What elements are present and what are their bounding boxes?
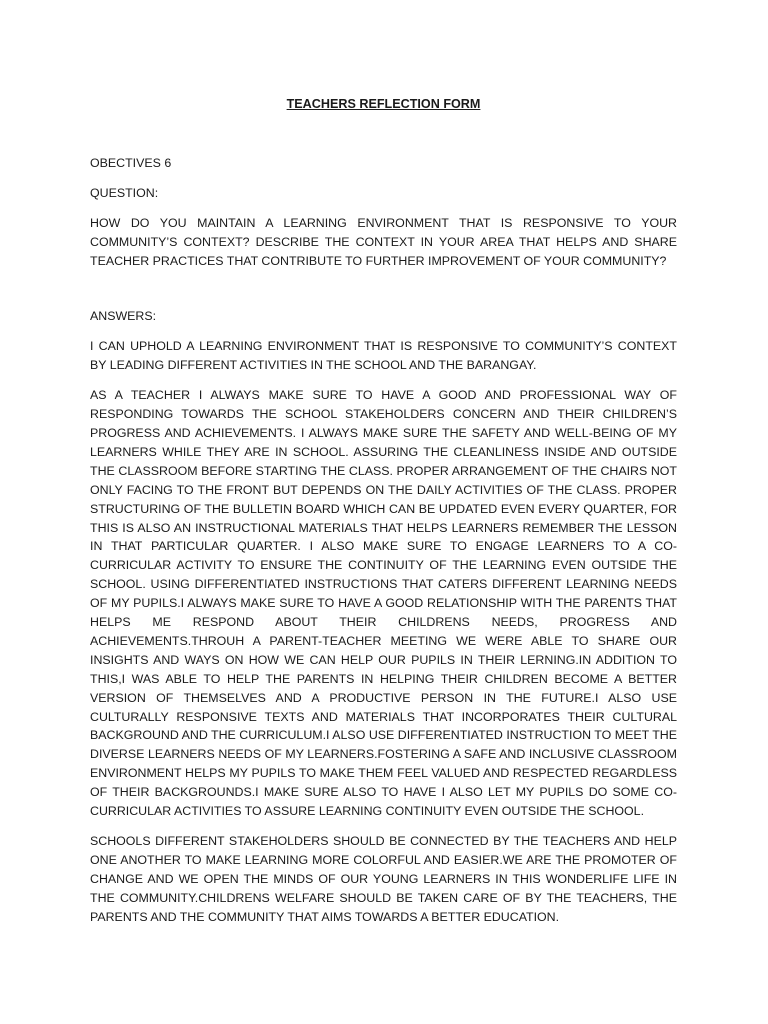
document-page (90, 95, 677, 938)
answer-paragraph: AS A TEACHER I ALWAYS MAKE SURE TO HAVE A GOOD AND PROFESSIONAL WAY OF RESPONDING TOWARDS THE SCHOOL STAKEHOLDERS CONCERN AND THEIR CHILDREN’S PROGRESS AND ACHIEVEMENTS. I ALWAYS MAKE SURE THE SAFETY AND WELL-BEING OF MY LEARNERS WHILE THEY ARE IN SCHOOL. ASSURING THE CLEANLINESS INSIDE AND OUTSIDE THE CLASSROOM BEFORE STARTING THE CLASS. PROPER ARRANGEMENT OF THE CHAIRS NOT ONLY FACING TO THE FRONT BUT DEPENDS ON THE DAILY ACTIVITIES OF THE CLASS. PROPER STRUCTURING OF THE BULLETIN BOARD WHICH CAN BE UPDATED EVEN EVERY QUARTER, FOR THIS IS ALSO AN INSTRUCTIONAL MATERIALS THAT HELPS LEARNERS REMEMBER THE LESSON IN THAT PARTICULAR QUARTER. I ALSO MAKE SURE TO ENGAGE LEARNERS TO A CO-CURRICULAR ACTIVITY TO ENSURE THE CONTINUITY OF THE LEARNING EVEN OUTSIDE THE SCHOOL. USING DIFFERENTIATED INSTRUCTIONS THAT CATERS DIFFERENT LEARNING NEEDS OF MY PUPILS.I ALWAYS MAKE SURE TO HAVE A GOOD RELATIONSHIP WITH THE PARENTS THAT HELPS ME RESPOND ABOUT THEIR CHILDRENS NEEDS, PROGRESS AND ACHIEVEMENTS.THROUH A PARENT-TEACHER MEETING WE WERE ABLE TO SHARE OUR INSIGHTS AND WAYS ON HOW WE CAN HELP OUR PUPILS IN THEIR LERNING.IN ADDITION TO THIS,I WAS ABLE TO HELP THE PARENTS IN HELPING THEIR CHILDREN BECOME A BETTER VERSION OF THEMSELVES AND A PRODUCTIVE PERSON IN THE FUTURE.I ALSO USE CULTURALLY RESPONSIVE TEXTS AND MATERIALS THAT INCORPORATES THEIR CULTURAL BACKGROUND AND THE CURRICULUM.I ALSO USE DIFFERENTIATED INSTRUCTION TO MEET THE DIVERSE LEARNERS NEEDS OF MY LEARNERS.FOSTERING A SAFE AND INCLUSIVE CLASSROOM ENVIRONMENT HELPS MY PUPILS TO MAKE THEM FEEL VALUED AND RESPECTED REGARDLESS OF THEIR BACKGROUNDS.I MAKE SURE ALSO TO HAVE I ALSO LET MY PUPILS DO SOME CO-CURRICULAR ACTIVITIES TO ASSURE LEARNING CONTINUITY EVEN OUTSIDE THE SCHOOL. (90, 388, 677, 819)
question-text: HOW DO YOU MAINTAIN A LEARNING ENVIRONMENT THAT IS RESPONSIVE TO YOUR COMMUNITY’S CONTEXT? DESCRIBE THE CONTEXT IN YOUR AREA THAT HELPS AND SHARE TEACHER PRACTICES THAT CONTRIBUTE TO FURTHER IMPROVEMENT OF YOUR COMMUNITY? (90, 215, 677, 268)
answer-paragraph: SCHOOLS DIFFERENT STAKEHOLDERS SHOULD BE CONNECTED BY THE TEACHERS AND HELP ONE ANOTHER TO MAKE LEARNING MORE COLORFUL AND EASIER.WE ARE THE PROMOTER OF CHANGE AND WE OPEN THE MINDS OF OUR YOUNG LEARNERS IN THIS WONDERLIFE LIFE IN THE COMMUNITY.CHILDRENS WELFARE SHOULD BE TAKEN CARE OF BY THE TEACHERS, THE PARENTS AND THE COMMUNITY THAT AIMS TOWARDS A BETTER EDUCATION. (90, 834, 677, 924)
form-title: TEACHERS REFLECTION FORM (286, 97, 481, 111)
question-label: QUESTION: (90, 185, 159, 200)
objective-label: OBECTIVES 6 (90, 155, 172, 170)
answers-label: ANSWERS: (90, 309, 157, 324)
answer-paragraph: I CAN UPHOLD A LEARNING ENVIRONMENT THAT IS RESPONSIVE TO COMMUNITY’S CONTEXT BY LEADING DIFFERENT ACTIVITIES IN THE SCHOOL AND THE BARANGAY. (90, 339, 677, 373)
